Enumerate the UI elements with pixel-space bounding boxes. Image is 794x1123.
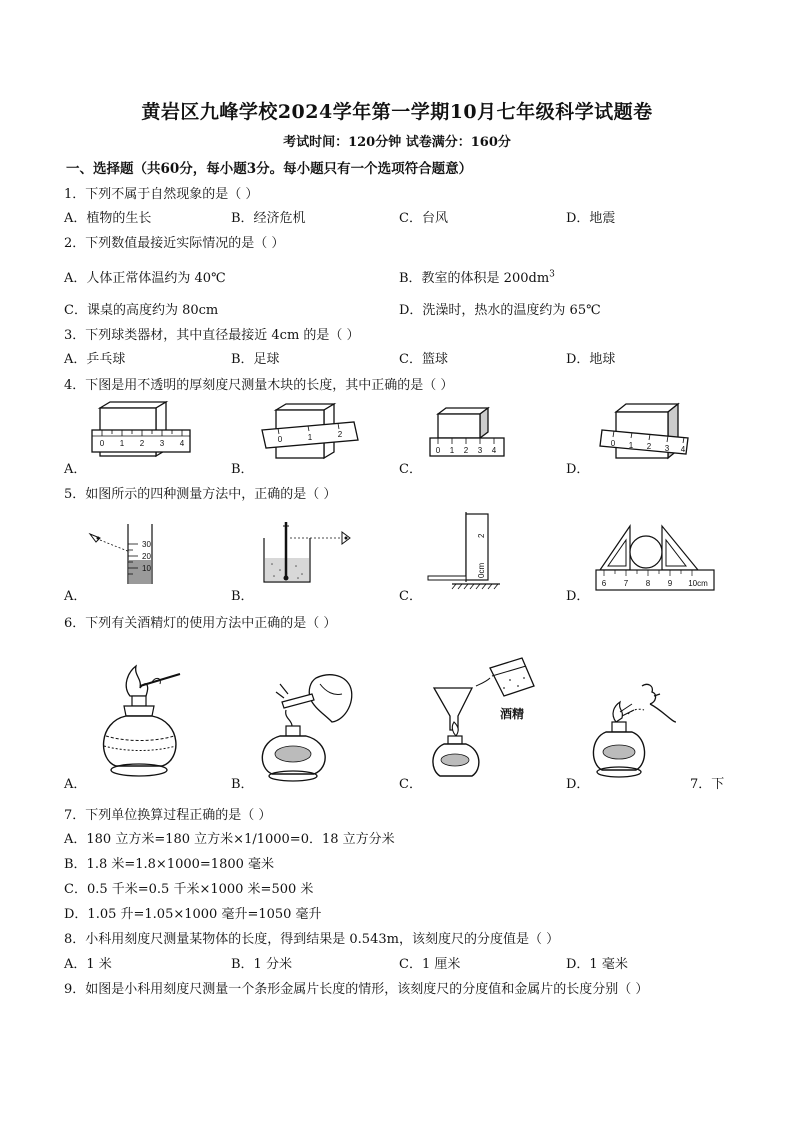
q5-figure-b-beaker: [258, 520, 358, 586]
q4-figure-c: [426, 402, 516, 468]
ruler-a-tick-2: 2: [139, 439, 145, 448]
ruler-mark-10cm: 10cm: [688, 579, 708, 588]
q4-option-a: A．: [64, 462, 87, 477]
q3-option-a: A．乒乓球: [64, 352, 126, 367]
q5-option-d: D．: [566, 589, 590, 604]
q8-option-d: D．1 毫米: [566, 957, 628, 972]
ruler-d-tick-2: 2: [646, 442, 652, 451]
q4-option-b: B．: [231, 462, 254, 477]
q8-option-a: A．1 米: [64, 957, 112, 972]
q7-option-d: D．1.05 升=1.05×1000 毫升=1050 毫升: [64, 907, 322, 922]
ruler-d-tick-4: 4: [680, 445, 686, 454]
ruler-a-tick-3: 3: [159, 439, 165, 448]
question-1-stem: 1．下列不属于自然现象的是（ ）: [64, 187, 259, 202]
q6-option-d: D．: [566, 777, 590, 792]
q8-option-b: B．1 分米: [231, 957, 292, 972]
q6-figure-c-lamp: [430, 656, 538, 784]
ruler-a-tick-4: 4: [179, 439, 185, 448]
q4-figure-b: [258, 400, 368, 468]
q2-option-d: D．洗澡时，热水的温度约为 65℃: [399, 303, 601, 318]
question-5-stem: 5．如图所示的四种测量方法中，正确的是（ ）: [64, 487, 337, 502]
ruler-a-tick-1: 1: [119, 439, 125, 448]
q4-figure-a: [88, 400, 198, 468]
q5-figure-d-triangles: [594, 522, 718, 594]
q1-option-c: C．台风: [399, 211, 448, 226]
q5-option-b: B．: [231, 589, 254, 604]
ruler-b-tick-2: 2: [337, 430, 343, 439]
q4-figure-d: [596, 400, 696, 470]
q6-option-a: A．: [64, 777, 87, 792]
question-9-stem: 9．如图是小科用刻度尺测量一个条形金属片长度的情形，该刻度尺的分度值和金属片的长度分别（ ）: [64, 982, 649, 997]
question-8-stem: 8．小科用刻度尺测量某物体的长度，得到结果是 0.543m，该刻度尺的分度值是（ ）: [64, 932, 560, 947]
ruler-d-tick-3: 3: [664, 444, 670, 453]
q6-figure-b-lamp: [254, 664, 366, 784]
q6-trailing-text: 7．下: [690, 777, 725, 792]
q7-option-c: C．0.5 千米=0.5 千米×1000 米=500 米: [64, 882, 314, 897]
q1-option-d: D．地震: [566, 211, 616, 226]
ruler-mark-6: 6: [601, 579, 607, 588]
q6-figure-d-lamp: [592, 680, 688, 784]
section-heading: 一、选择题（共60分，每小题3分。每小题只有一个选项符合题意）: [66, 161, 473, 177]
ruler-mark-9: 9: [667, 579, 673, 588]
q5-figure-a-cylinder: [86, 522, 176, 588]
ruler-b-tick-1: 1: [307, 433, 313, 442]
q5-figure-c-tape: [426, 510, 506, 590]
ruler-b-tick-0: 0: [277, 435, 283, 444]
ruler-d-tick-0: 0: [610, 439, 616, 448]
ruler-c-tick-0: 0: [435, 446, 441, 455]
q2-option-c: C．课桌的高度约为 80cm: [64, 303, 219, 318]
ruler-c-tick-1: 1: [449, 446, 455, 455]
q4-option-c: C．: [399, 462, 422, 477]
q5-option-c: C．: [399, 589, 422, 604]
q6-option-c: C．: [399, 777, 422, 792]
q5-option-a: A．: [64, 589, 87, 604]
question-4-stem: 4．下图是用不透明的厚刻度尺测量木块的长度，其中正确的是（ ）: [64, 378, 454, 393]
q3-option-b: B．足球: [231, 352, 280, 367]
ruler-mark-7: 7: [623, 579, 629, 588]
question-6-stem: 6．下列有关酒精灯的使用方法中正确的是（ ）: [64, 616, 337, 631]
ruler-c-tick-2: 2: [463, 446, 469, 455]
tape-mark-0cm: 0cm: [477, 562, 486, 578]
ruler-c-tick-4: 4: [491, 446, 497, 455]
page-title: 黄岩区九峰学校2024学年第一学期10月七年级科学试题卷: [141, 101, 653, 123]
question-7-stem: 7．下列单位换算过程正确的是（ ）: [64, 808, 272, 823]
q4-option-d: D．: [566, 462, 590, 477]
cylinder-mark-10: 10: [142, 564, 151, 573]
ruler-mark-8: 8: [645, 579, 651, 588]
q7-option-b: B．1.8 米=1.8×1000=1800 毫米: [64, 857, 275, 872]
q8-option-c: C．1 厘米: [399, 957, 461, 972]
ruler-c-tick-3: 3: [477, 446, 483, 455]
q3-option-d: D．地球: [566, 352, 616, 367]
cylinder-mark-30: 30: [142, 540, 151, 549]
question-3-stem: 3．下列球类器材，其中直径最接近 4cm 的是（ ）: [64, 328, 360, 343]
ruler-a-tick-0: 0: [99, 439, 105, 448]
question-2-stem: 2．下列数值最接近实际情况的是（ ）: [64, 236, 285, 251]
q2-option-a: A．人体正常体温约为 40℃: [64, 271, 226, 286]
q1-option-b: B．经济危机: [231, 211, 306, 226]
q3-option-c: C．篮球: [399, 352, 448, 367]
q6-figure-a-lamp: [96, 662, 188, 784]
q6-option-b: B．: [231, 777, 254, 792]
alcohol-bottle-label: 酒精: [500, 707, 525, 721]
q1-option-a: A．植物的生长: [64, 211, 152, 226]
q7-option-a: A．180 立方米=180 立方米×1/1000=0．18 立方分米: [64, 832, 395, 847]
cylinder-mark-20: 20: [142, 552, 151, 561]
ruler-d-tick-1: 1: [628, 441, 634, 450]
q2-option-b: B．教室的体积是 $200dm^3$: [399, 269, 555, 286]
tape-mark-2: 2: [477, 533, 486, 538]
exam-info: 考试时间：120分钟 试卷满分：160分: [283, 135, 511, 150]
